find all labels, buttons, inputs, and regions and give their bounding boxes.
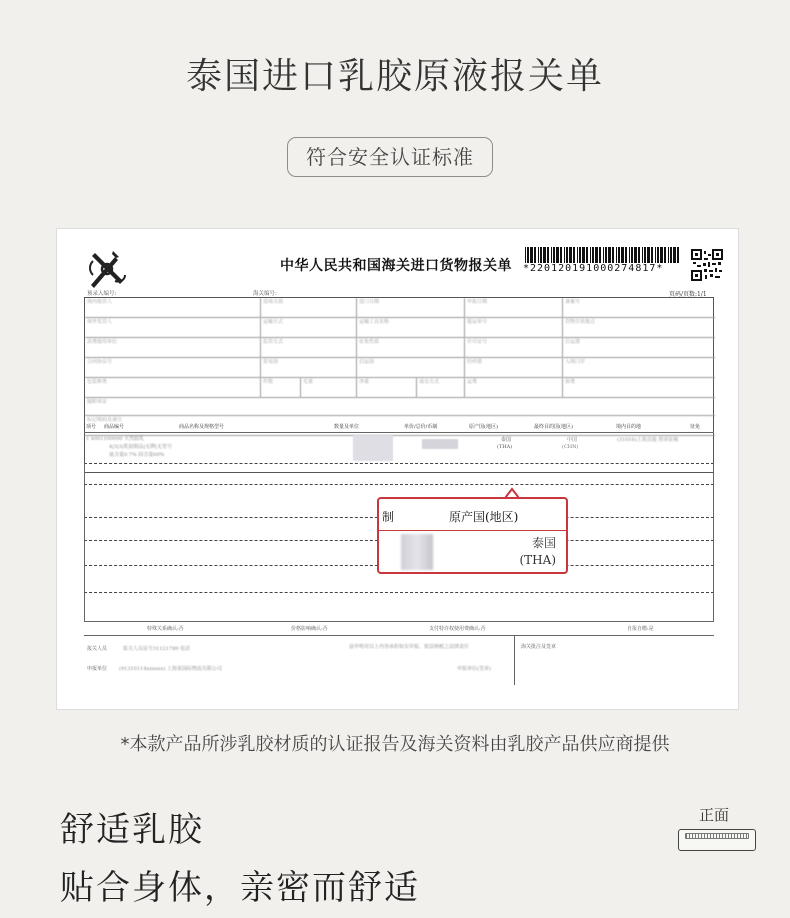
barcode-number: *220120191000274817*: [523, 263, 664, 274]
document-title: 中华人民共和国海关进口货物报关单: [280, 258, 512, 274]
callout-origin-label: 原产国(地区): [449, 510, 519, 524]
goods-header: 单价/总价/币制: [404, 424, 438, 430]
customs-declaration-document: 中华人民共和国海关进口货物报关单 *220120191000274817* 页码/页数:1/1 预录入编号: 海关编号: 境内收货人 进境关别 进口日期 申报日期 备案号 境外发货人 运输方式 运输工具名称 提运单号 货物存放地点 消费使用单位 监管方式 征免性质 许可证号 启运港 合同协议号 贸易国 启运国 经停港 入境口岸 包装种类 件数 毛重 净重 成交方式 运费 保费 随附单证 标记唛码及备注 项号 商品编号 商品名称及规格型号 数量及单位 单价/总价/币制 原产国(地区) 最终目的国(地区) 境内目的地 征免 1 4001100000 天然胶乳 4|3|3|乳胶制品|无牌|无型号 氨含量0.7% 固含量60% 泰国 (THA) 中国 (CHN) (31016)上海其他 照章征税 特殊关系确认:否 价格影响确认:否 支付特许权使用费确认:否 自报自缴:是 报关人员 报关人员证号31121789 电话 兹申明对以上内容承担如实申报、依法纳税之法律责任 申报单位 (91310114xxxxxx) 上海某国际物流有限公司 申报单位(签章) 海关批注及签章 制 原产国(地区) 泰国 (THA): [56, 228, 739, 710]
headline-body-fit: 贴合身体，亲密而舒适: [60, 868, 420, 908]
row-origin: 泰国: [501, 437, 512, 443]
callout-column-label: 制: [382, 510, 395, 524]
footer-self-declare: 自报自缴:是: [627, 626, 654, 632]
goods-header: 境内目的地: [616, 424, 642, 430]
goods-header: 最终目的国(地区): [534, 424, 573, 430]
page-number: 页码/页数:1/1: [669, 291, 707, 298]
customs-emblem-icon: [85, 247, 129, 291]
footer-declaring-unit: 申报单位: [87, 666, 108, 672]
qr-code-icon: [691, 249, 723, 281]
mattress-front-icon: [678, 829, 756, 851]
callout-origin-value: 泰国: [531, 536, 556, 550]
declaration-grid: 境内收货人 进境关别 进口日期 申报日期 备案号 境外发货人 运输方式 运输工具名称 提运单号 货物存放地点 消费使用单位 监管方式 征免性质 许可证号 启运港 合同协议号 贸易国 启运国 经停港 入境口岸 包装种类 件数 毛重 净重 成交方式 运费 保费 随附单证 标记唛码及备注: [84, 297, 714, 473]
row-destination: 中国: [567, 437, 578, 443]
footer-royalty: 支付特许权使用费确认:否: [429, 626, 486, 632]
goods-header: 征免: [690, 424, 701, 430]
goods-header: 数量及单位: [334, 424, 360, 430]
footer-special-relationship: 特殊关系确认:否: [147, 626, 184, 632]
footer-declarant: 报关人员: [87, 646, 108, 652]
goods-header: 原产国(地区): [469, 424, 498, 430]
supplier-note: *本款产品所涉乳胶材质的认证报告及海关资料由乳胶产品供应商提供: [120, 734, 670, 755]
footer-customs-endorsement: 海关批注及签章: [521, 644, 557, 650]
goods-header: 项号: [86, 424, 97, 430]
front-side-label: 正面: [699, 806, 730, 824]
row-destination-code: (CHN): [562, 444, 579, 450]
certification-badge: 符合安全认证标准: [287, 137, 493, 177]
origin-callout: [377, 497, 568, 574]
footer-price-influence: 价格影响确认:否: [291, 626, 328, 632]
pre-entry-number-label: 预录入编号:: [87, 291, 117, 297]
page-title: 泰国进口乳胶原液报关单: [185, 56, 604, 97]
customs-number-label: 海关编号:: [253, 291, 277, 297]
goods-header: 商品编号: [104, 424, 125, 430]
callout-origin-code: (THA): [519, 553, 556, 567]
goods-header: 商品名称及规格型号: [179, 424, 225, 430]
row-origin-code: (THA): [497, 444, 513, 450]
headline-comfort-latex: 舒适乳胶: [60, 810, 204, 850]
